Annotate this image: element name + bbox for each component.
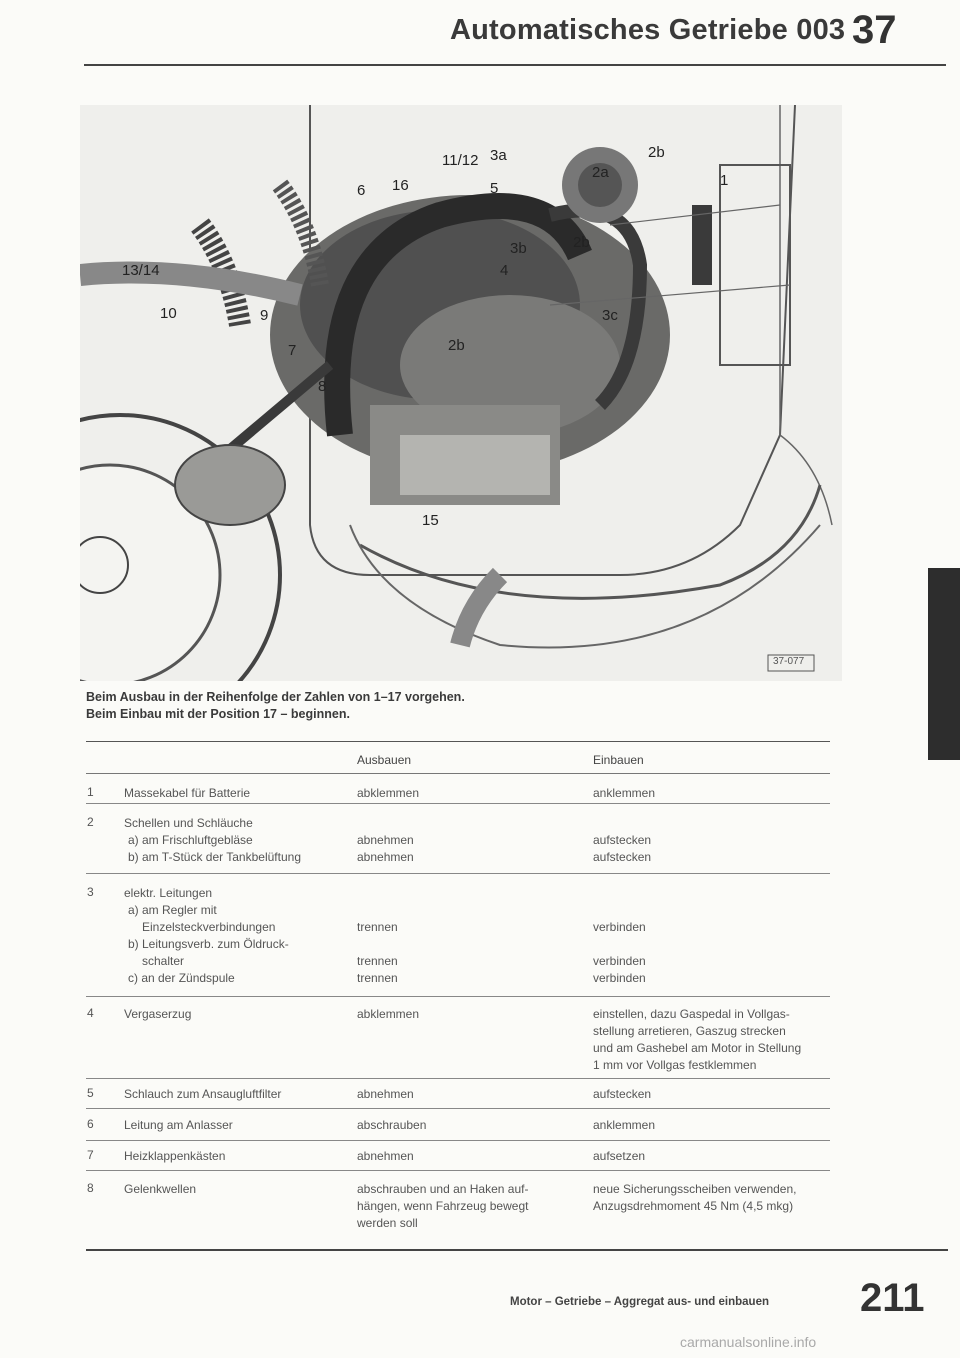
watermark: carmanualsonline.info [680, 1334, 817, 1350]
row-divider [86, 1078, 830, 1079]
row-description-line: Schellen und Schläuche [124, 816, 253, 830]
row-einbauen-line: Anzugsdrehmoment 45 Nm (4,5 mkg) [593, 1199, 794, 1213]
svg-text:9: 9 [260, 307, 269, 324]
svg-text:1: 1 [720, 172, 729, 189]
row-description-line: Einzelsteckverbindungen [142, 920, 276, 934]
svg-text:2b: 2b [648, 144, 665, 161]
row-einbauen-line: verbinden [593, 920, 646, 934]
svg-text:7: 7 [288, 342, 297, 359]
row-einbauen-line: anklemmen [593, 786, 656, 800]
row-description-line: a) am Regler mit [128, 903, 217, 917]
row-einbauen-line: verbinden [593, 971, 646, 985]
section-tab [928, 568, 960, 760]
svg-text:5: 5 [490, 180, 499, 197]
svg-text:10: 10 [160, 305, 177, 322]
row-einbauen-line: neue Sicherungsscheiben verwenden, [593, 1182, 797, 1196]
row-einbauen-line: aufstecken [593, 833, 652, 847]
row-divider [86, 1140, 830, 1141]
table-bottom-rule [86, 1249, 948, 1251]
row-description-line: schalter [142, 954, 185, 968]
row-divider [86, 1108, 830, 1109]
svg-text:2b: 2b [448, 337, 465, 354]
row-number: 4 [87, 1006, 94, 1020]
row-description-line: a) am Frischluftgebläse [128, 833, 253, 847]
row-description-line: Leitung am Anlasser [124, 1118, 233, 1132]
row-einbauen-line: stellung arretieren, Gaszug strecken [593, 1024, 786, 1038]
row-ausbauen-line: abschrauben [357, 1118, 427, 1132]
row-einbauen-line: aufstecken [593, 850, 652, 864]
row-description-line: elektr. Leitungen [124, 886, 213, 900]
row-ausbauen-line: abklemmen [357, 1007, 420, 1021]
row-description-line: c) an der Zündspule [128, 971, 235, 985]
svg-text:6: 6 [357, 182, 366, 199]
table-header-rule [86, 773, 830, 774]
row-einbauen-line: aufstecken [593, 1087, 652, 1101]
svg-text:4: 4 [500, 262, 509, 279]
row-divider [86, 996, 830, 997]
svg-text:2b: 2b [573, 234, 590, 251]
svg-text:3c: 3c [602, 307, 618, 324]
row-ausbauen-line: abnehmen [357, 1087, 414, 1101]
row-ausbauen-line: werden soll [357, 1216, 418, 1230]
svg-text:3a: 3a [490, 147, 507, 164]
row-number: 1 [87, 785, 94, 799]
row-einbauen-line: anklemmen [593, 1118, 656, 1132]
svg-text:2a: 2a [592, 164, 609, 181]
row-ausbauen-line: abnehmen [357, 833, 414, 847]
svg-text:11/12: 11/12 [442, 152, 479, 169]
header-rule [84, 64, 946, 66]
row-divider [86, 873, 830, 874]
caption-line-2: Beim Einbau mit der Position 17 – beginnen. [86, 707, 350, 721]
figure-reference: 37-077 [773, 656, 805, 667]
row-einbauen-line: 1 mm vor Vollgas festklemmen [593, 1058, 757, 1072]
row-ausbauen-line: trennen [357, 971, 398, 985]
row-number: 6 [87, 1117, 94, 1131]
row-description-line: Massekabel für Batterie [124, 786, 251, 800]
row-description-line: Heizklappenkästen [124, 1149, 226, 1163]
row-number: 5 [87, 1086, 94, 1100]
svg-text:16: 16 [392, 177, 409, 194]
chapter-number: 37 [852, 8, 897, 52]
svg-text:15: 15 [422, 512, 439, 529]
row-number: 2 [87, 815, 94, 829]
row-description-line: Schlauch zum Ansaugluftfilter [124, 1087, 282, 1101]
svg-text:8: 8 [318, 378, 327, 395]
caption-line-1: Beim Ausbau in der Reihenfolge der Zahlen von 1–17 vorgehen. [86, 690, 465, 704]
row-description-line: b) Leitungsverb. zum Öldruck- [128, 937, 289, 951]
svg-text:3b: 3b [510, 240, 527, 257]
row-einbauen-line: aufsetzen [593, 1149, 646, 1163]
column-header-einbauen: Einbauen [593, 753, 644, 767]
row-ausbauen-line: hängen, wenn Fahrzeug bewegt [357, 1199, 529, 1213]
row-ausbauen-line: abnehmen [357, 1149, 414, 1163]
row-ausbauen-line: trennen [357, 920, 398, 934]
row-description-line: Gelenkwellen [124, 1182, 197, 1196]
row-ausbauen-line: abschrauben und an Haken auf- [357, 1182, 529, 1196]
table-top-rule [86, 741, 830, 742]
row-divider [86, 1170, 830, 1171]
row-divider [86, 803, 830, 804]
row-description-line: Vergaserzug [124, 1007, 192, 1021]
engine-illustration [80, 105, 842, 681]
row-number: 3 [87, 885, 94, 899]
engine-drawing [80, 105, 842, 681]
row-ausbauen-line: trennen [357, 954, 398, 968]
row-ausbauen-line: abklemmen [357, 786, 420, 800]
row-number: 8 [87, 1181, 94, 1195]
page-number: 211 [860, 1276, 925, 1320]
page-title: Automatisches Getriebe 003 [450, 14, 846, 46]
svg-text:13/14: 13/14 [122, 262, 160, 279]
row-ausbauen-line: abnehmen [357, 850, 414, 864]
row-number: 7 [87, 1148, 94, 1162]
column-header-ausbauen: Ausbauen [357, 753, 412, 767]
row-description-line: b) am T-Stück der Tankbelüftung [128, 850, 301, 864]
row-einbauen-line: einstellen, dazu Gaspedal in Vollgas- [593, 1007, 790, 1021]
row-einbauen-line: verbinden [593, 954, 646, 968]
footer-title: Motor – Getriebe – Aggregat aus- und einbauen [510, 1296, 769, 1308]
row-einbauen-line: und am Gashebel am Motor in Stellung [593, 1041, 802, 1055]
